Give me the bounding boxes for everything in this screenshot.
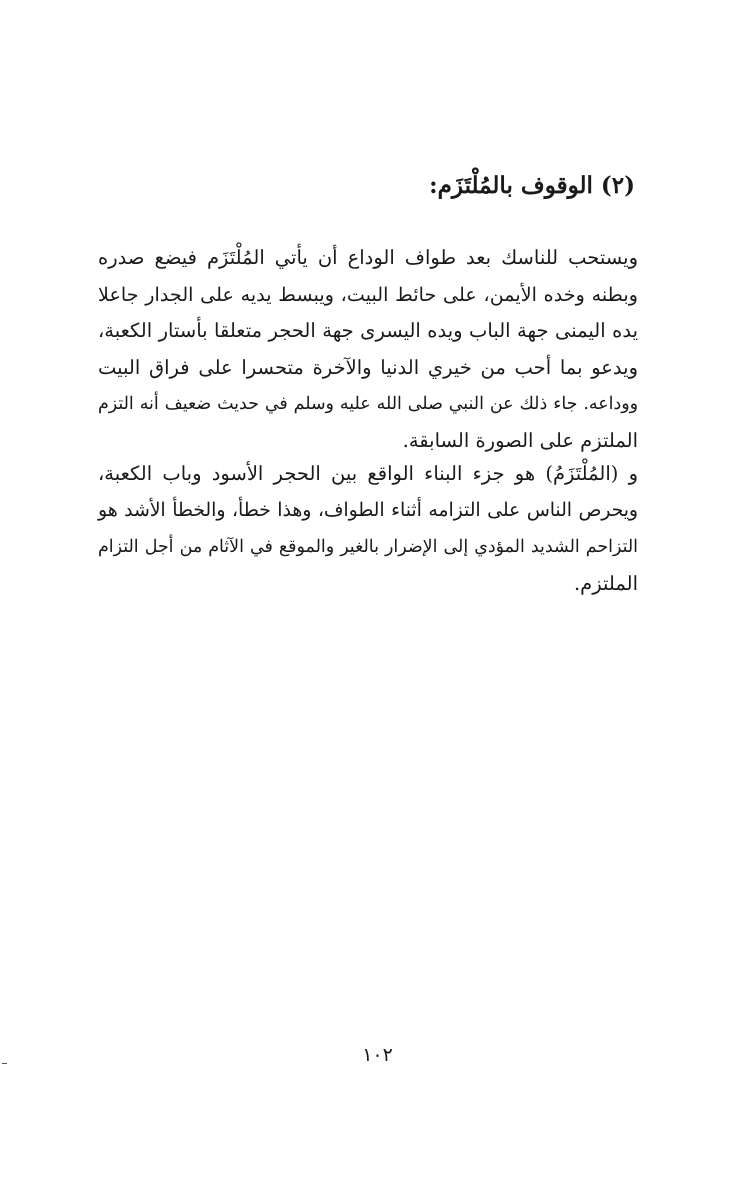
paragraph-line: ووداعه. جاء ذلك عن النبي صلى الله عليه وسلم في حديث ضعيف أنه التزم xyxy=(98,394,638,415)
paragraph-multazam-etiquette xyxy=(98,240,638,460)
paragraph-line: التزاحم الشديد المؤدي إلى الإضرار بالغير والموقع في الآثام من أجل التزام xyxy=(98,537,638,558)
paragraph-line: يده اليمنى جهة الباب ويده اليسرى جهة الحجر متعلقا بأستار الكعبة، xyxy=(98,319,638,343)
margin-tick-mark xyxy=(2,1063,7,1064)
paragraph-line: ويدعو بما أحب من خيري الدنيا والآخرة متحسرا على فراق البيت xyxy=(98,355,638,379)
paragraph-line: ويحرص الناس على التزامه أثناء الطواف، وهذا خطأ، والخطأ الأشد هو xyxy=(98,499,638,521)
paragraph-line: وبطنه وخده الأيمن، على حائط البيت، ويبسط يديه على الجدار جاعلا xyxy=(98,282,638,306)
section-heading: (٢) الوقوف بالمُلْتَزَم: xyxy=(429,172,635,199)
page-number: ١٠٢ xyxy=(362,1044,393,1066)
paragraph-line: الملتزم. xyxy=(573,571,638,595)
paragraph-multazam-definition xyxy=(98,456,638,602)
paragraph-line: الملتزم على الصورة السابقة. xyxy=(402,428,638,452)
paragraph-line: و (المُلْتَزَمُ) هو جزء البناء الواقع بين الحجر الأسود وباب الكعبة، xyxy=(98,462,638,485)
paragraph-line: ويستحب للناسك بعد طواف الوداع أن يأتي المُلْتَزَم فيضع صدره xyxy=(98,246,638,269)
